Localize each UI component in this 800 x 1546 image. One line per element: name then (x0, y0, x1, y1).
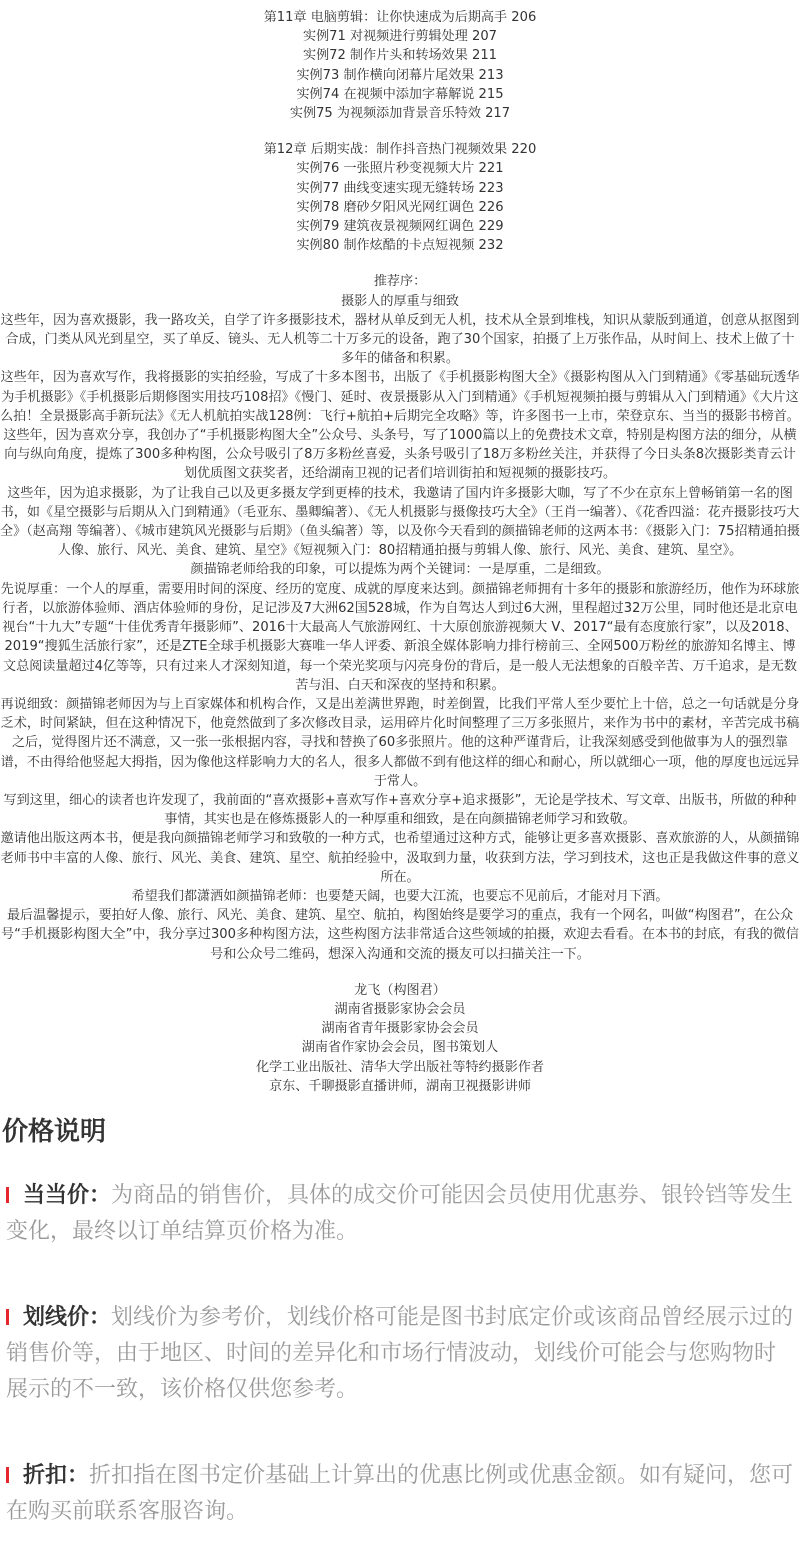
preface-paragraph: 写到这里，细心的读者也许发现了，我前面的“喜欢摄影+喜欢写作+喜欢分享+追求摄影”，无论是学技术、写文章、出版书，所做的种种事情，其实也是在修炼摄影人的一种厚重和细致，是在向颜描锦老师学习和致敬。 (3, 792, 797, 828)
price-label: 折扣： (23, 1462, 90, 1488)
toc-item: 实例71 对视频进行剪辑处理 207 (302, 29, 497, 45)
price-item-strikethrough (6, 1300, 794, 1408)
toc-item: 实例76 一张照片秒变视频大片 221 (296, 161, 504, 177)
author-title: 湖南省摄影家协会会员 (334, 1001, 466, 1017)
toc-item: 实例73 制作横向闭幕片尾效果 213 (296, 67, 504, 83)
chapter-title: 第11章 电脑剪辑：让你快速成为后期高手 206 (263, 10, 537, 25)
price-label: 当当价： (23, 1182, 112, 1208)
price-description: 折扣指在图书定价基础上计算出的优惠比例或优惠金额。如有疑问，您可在购买前联系客服咨询。 (6, 1462, 794, 1524)
author-title: 湖南省作家协会会员，图书策划人 (301, 1040, 499, 1056)
preface-paragraph: 颜描锦老师给我的印象，可以提炼为两个关键词：一是厚重，二是细致。 (190, 562, 610, 578)
price-explanation (0, 1112, 800, 1530)
preface-paragraph: 这些年，因为追求摄影，为了让我自己以及更多摄友学到更棒的技术，我邀请了国内许多摄影大咖，写了不少在京东上曾畅销第一名的图书，如《星空摄影与后期从入门到精通》（毛亚东、墨卿编著）、《无人机摄影与摄像技巧大全》（王肖一编著）、《花香四溢：花卉摄影技巧大全》（赵高翔 等编著）、《城市建筑风光摄影与后期》（鱼头编著）等，以及你今天看到的颜描锦老师的这两本书：《摄影入门：75招精通拍摄人像、旅行、风光、美食、建筑、星空》《短视频入门：80招精通拍摄与剪辑人像、旅行、风光、美食、建筑、星空》。 (0, 485, 800, 559)
price-description: 为商品的销售价，具体的成交价可能因会员使用优惠券、银铃铛等发生变化，最终以订单结算页价格为准。 (6, 1182, 794, 1244)
toc-chapter-12 (0, 140, 800, 255)
preface-paragraph: 先说厚重：一个人的厚重，需要用时间的深度、经历的宽度、成就的厚度来达到。颜描锦老师拥有十多年的摄影和旅游经历，他作为环球旅行者，以旅游体验师、酒店体验师的身份，足记涉及7大洲62国528城，作为自驾达人到过6大洲，里程超过32万公里，同时他还是北京电视台“十九大”专题“十佳优秀青年摄影师”、2016十大最高人气旅游网红、十大原创旅游视频大 V、2017“最有态度旅行家”，以及2018、2019“搜狐生活旅行家”，还是ZTE全球手机摄影大赛唯一华人评委、新浪全媒体影响力排行榜前三、全网500万粉丝的旅游知名博主、博文总阅读量超过4亿等等，只有过来人才深刻知道，每一个荣光奖项与闪亮身份的背后，是一般人无法想象的百般辛苦、万千追求，是无数苦与泪、白天和深夜的坚持和积累。 (0, 581, 800, 693)
author-title: 湖南省青年摄影家协会会员 (321, 1021, 479, 1037)
price-description: 划线价为参考价，划线价格可能是图书封底定价或该商品曾经展示过的销售价等，由于地区、时间的差异化和市场行情波动，划线价可能会与您购物时展示的不一致，该价格仅供您参考。 (6, 1304, 794, 1402)
preface-heading: 推荐序： (373, 274, 427, 290)
preface-paragraph: 希望我们都潇洒如颜描锦老师：也要楚天阔，也要大江流，也要忘不见前后，才能对月下酒。 (131, 888, 669, 904)
author-title: 京东、千聊摄影直播讲师，湖南卫视摄影讲师 (269, 1078, 531, 1094)
preface (0, 272, 800, 963)
price-item-dangdang (6, 1178, 794, 1250)
preface-paragraph: 邀请他出版这两本书，便是我向颜描锦老师学习和致敬的一种方式，也希望通过这种方式，能够让更多喜欢摄影、喜欢旅游的人，从颜描锦老师书中丰富的人像、旅行、风光、美食、建筑、星空、航拍经验中，汲取到力量，收获到方法，学习到技术，这也正是我做这件事的意义所在。 (0, 831, 800, 885)
preface-paragraph: 最后温馨提示，要拍好人像、旅行、风光、美食、建筑、星空、航拍，构图始终是要学习的重点，我有一个网名，叫做“构图君”，在公众号“手机摄影构图大全”中，我分享过300多种构图方法，这些构图方法非常适合这些领域的拍摄，欢迎去看看。在本书的封底，有我的微信号和公众号二维码，想深入沟通和交流的摄友可以扫描关注一下。 (1, 908, 799, 962)
signature-block (0, 981, 800, 1096)
preface-paragraph: 再说细致：颜描锦老师因为与上百家媒体和机构合作，又是出差满世界跑，时差倒置，比我们平常人至少要忙上十倍，总之一句话就是分身乏术，时间紧缺，但在这种情况下，他竟然做到了多次修改目录，运用碎片化时间整理了三万多张照片，来作为书中的素材，辛苦完成书稿之后，觉得图片还不满意，又一张一张根据内容，寻找和替换了60多张照片。他的这种严谨背后，让我深刻感受到他做事为人的强烈靠谱，不由得给他竖起大拇指，因为像他这样影响力大的名人，很多人都做不到有他这样的细心和耐心，所以就细心一项，他的厚度也远远异于常人。 (0, 696, 800, 789)
preface-title: 摄影人的厚重与细致 (341, 293, 459, 309)
chapter-title: 第12章 后期实战：制作抖音热门视频效果 220 (263, 142, 537, 158)
author-name: 龙飞（构图君） (354, 982, 446, 998)
toc-item: 实例75 为视频添加背景音乐特效 217 (289, 106, 511, 122)
preface-paragraph: 这些年，因为喜欢摄影，我一路攻关，自学了许多摄影技术，器材从单反到无人机，技术从全景到堆栈，知识从蒙版到通道，创意从抠图到合成，门类从风光到星空，买了单反、镜头、无人机等二十万多元的设备，跑了30个国家，拍摄了上万张作品，从时间上、技术上做了十多年的储备和积累。 (0, 312, 800, 367)
red-bar-icon (6, 1309, 9, 1325)
toc-item: 实例77 曲线变速实现无缝转场 223 (296, 180, 504, 196)
price-section-title: 价格说明 (2, 1116, 107, 1147)
preface-paragraph: 这些年，因为喜欢分享，我创办了“手机摄影构图大全”公众号、头条号，写了1000篇以上的免费技术文章，特别是构图方法的细分，从横向与纵向角度，提炼了300多种构图，公众号吸引了8万多粉丝喜爱，头条号吸引了18万多粉丝关注，并获得了今日头条8次摄影类青云计划优质图文获奖者，还给湖南卫视的记者们培训街拍和短视频的摄影技巧。 (3, 428, 797, 482)
author-title: 化学工业出版社、清华大学出版社等特约摄影作者 (255, 1059, 545, 1075)
price-item-discount (6, 1458, 794, 1530)
preface-paragraph: 这些年，因为喜欢写作，我将摄影的实拍经验，写成了十多本图书，出版了《手机摄影构图大全》《摄影构图从入门到精通》《零基础玩透华为手机摄影》《手机摄影后期修图实用技巧108招》《慢门、延时、夜景摄影从入门到精通》《手机短视频拍摄与剪辑从入门到精通》《大片这么拍！全景摄影高手新玩法》《无人机航拍实战128例：飞行+航拍+后期完全攻略》等，许多图书一上市，荣登京东、当当的摄影书榜首。 (0, 370, 800, 424)
toc-item: 实例79 建筑夜景视频网红调色 229 (296, 219, 504, 235)
toc-item: 实例78 磨砂夕阳风光网红调色 226 (296, 199, 504, 215)
red-bar-icon (6, 1187, 9, 1203)
red-bar-icon (6, 1467, 9, 1483)
toc-chapter-11 (0, 8, 800, 123)
price-label: 划线价： (23, 1304, 112, 1330)
toc-item: 实例80 制作炫酷的卡点短视频 232 (296, 238, 504, 254)
toc-item: 实例72 制作片头和转场效果 211 (302, 48, 497, 64)
toc-item: 实例74 在视频中添加字幕解说 215 (296, 86, 504, 102)
